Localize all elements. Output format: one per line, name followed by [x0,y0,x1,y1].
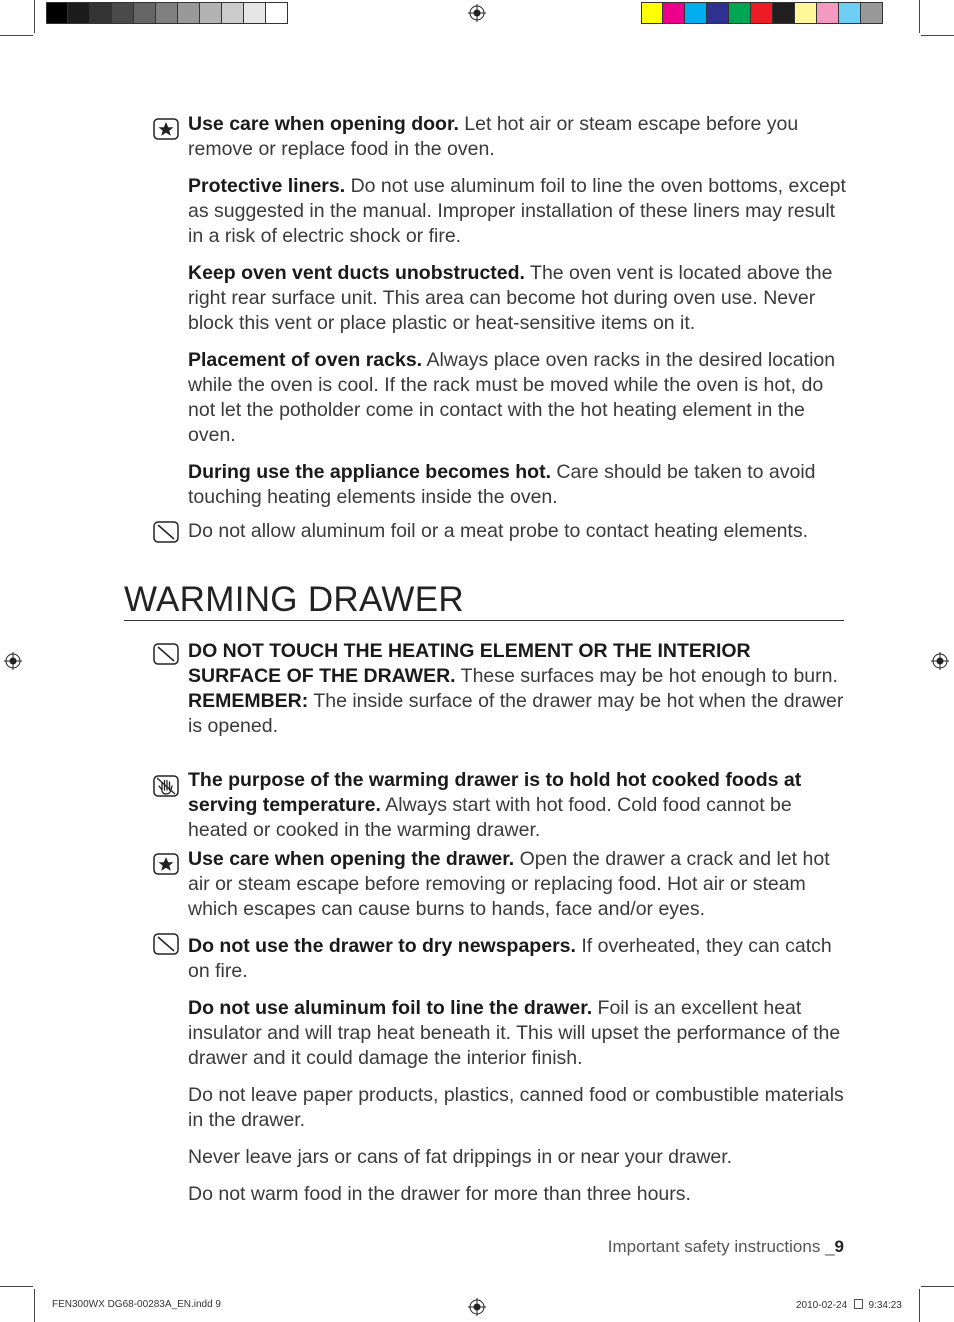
swatch [685,2,707,24]
safety-item-jars [188,1145,848,1170]
item-title: Placement of oven racks. [188,349,423,371]
item-text: Do not use aluminum foil to line the oven bottoms, except as suggested in the manual. Improper installation of these liners may result in a risk of electric shock or fire. [188,175,846,247]
swatch [641,2,663,24]
star-warning-icon [153,853,179,875]
crop-mark [919,1289,920,1322]
swatch [112,2,134,24]
item-text: Foil is an excellent heat insulator and will trap heat beneath it. This will upset the performance of the drawer and it could damage the interior finish. [188,997,841,1069]
swatch [663,2,685,24]
item-title: Do not use aluminum foil to line the drawer. [188,997,593,1019]
footer-section: Important safety instructions _ [607,1237,835,1256]
item-title: Use care when opening the drawer. [188,848,515,870]
safety-item-purpose [188,768,848,843]
slug-date [796,1299,902,1311]
gray-swatch-bar [46,2,288,24]
item-text: Care should be taken to avoid touching heating elements inside the oven. [188,461,816,508]
swatch [244,2,266,24]
item-title: Keep oven vent ducts unobstructed. [188,262,525,284]
item-text: Open the drawer a crack and let hot air or steam escape before removing or replacing food. Hot air or steam which escapes can cause burns to hands, face and/or eyes. [188,848,830,920]
prohibition-icon [153,933,179,955]
swatch [90,2,112,24]
registration-mark-icon [468,4,486,22]
crop-mark [919,0,920,33]
crop-mark [34,0,35,33]
swatch [861,2,883,24]
safety-item-racks [188,348,848,448]
safety-item-liners [188,174,848,249]
swatch [266,2,288,24]
item-title: Use care when opening door. [188,113,459,135]
swatch [707,2,729,24]
swatch [156,2,178,24]
crop-mark [921,35,954,36]
item-title: REMEMBER: [188,690,309,712]
item-text: The oven vent is located above the right rear surface unit. This area can become hot during oven use. Never block this vent or place plastic or heat-sensitive items on it. [188,262,833,334]
item-text: Do not allow aluminum foil or a meat probe to contact heating elements. [188,520,809,542]
prohibition-icon [153,643,179,665]
item-text: Always place oven racks in the desired location while the oven is cool. If the rack must be moved while the oven is hot, do not let the potholder come in contact with the hot heating element in the oven. [188,349,836,446]
swatch [68,2,90,24]
swatch [751,2,773,24]
item-title: During use the appliance becomes hot. [188,461,551,483]
safety-item-hot [188,460,848,510]
swatch [773,2,795,24]
slug-date-glyph-icon [854,1299,863,1309]
crop-mark [0,1286,33,1287]
swatch [795,2,817,24]
registration-mark-icon [931,652,949,670]
slug-time: 9:34:23 [862,1300,902,1311]
registration-mark-icon [4,652,22,670]
swatch [817,2,839,24]
prohibition-icon [153,521,179,543]
safety-item-time [188,1182,848,1207]
item-text: If overheated, they can catch on fire. [188,935,832,982]
crop-mark [0,35,33,36]
swatch [839,2,861,24]
swatch [178,2,200,24]
swatch [200,2,222,24]
item-text: These surfaces may be hot enough to burn. [455,665,838,687]
section-heading: WARMING DRAWER [124,580,844,621]
safety-item-foil [188,519,848,544]
page-footer [608,1237,844,1257]
swatch [222,2,244,24]
item-title: Do not use the drawer to dry newspapers. [188,935,576,957]
item-text: The inside surface of the drawer may be hot when the drawer is opened. [188,690,844,737]
slug-file: FEN300WX DG68-00283A_EN.indd 9 [52,1299,221,1310]
safety-item-drawer-foil [188,996,848,1071]
item-title: Protective liners. [188,175,346,197]
safety-item-heating-element [188,639,848,739]
hand-icon [153,775,179,797]
item-text: Do not leave paper products, plastics, canned food or combustible materials in the drawer. [188,1084,844,1131]
crop-mark [921,1286,954,1287]
safety-item-paper [188,1083,848,1133]
item-title: DO NOT TOUCH THE HEATING ELEMENT OR THE INTERIOR SURFACE OF THE DRAWER. [188,640,751,687]
swatch [729,2,751,24]
safety-item-open-drawer [188,847,848,922]
slug-date-text: 2010-02-24 [796,1300,848,1311]
safety-item-newspapers [188,934,848,984]
item-text: Always start with hot food. Cold food cannot be heated or cooked in the warming drawer. [188,794,792,841]
swatch [134,2,156,24]
crop-mark [34,1289,35,1322]
color-swatch-bar [641,2,883,24]
registration-mark-icon [468,1298,486,1316]
item-title: The purpose of the warming drawer is to hold hot cooked foods at serving temperature. [188,769,802,816]
swatch [46,2,68,24]
star-warning-icon [153,118,179,140]
page-number: 9 [834,1237,844,1256]
item-text: Do not warm food in the drawer for more than three hours. [188,1183,691,1205]
safety-item-door [188,112,848,162]
item-text: Let hot air or steam escape before you remove or replace food in the oven. [188,113,799,160]
safety-item-vent [188,261,848,336]
item-text: Never leave jars or cans of fat drippings in or near your drawer. [188,1146,733,1168]
